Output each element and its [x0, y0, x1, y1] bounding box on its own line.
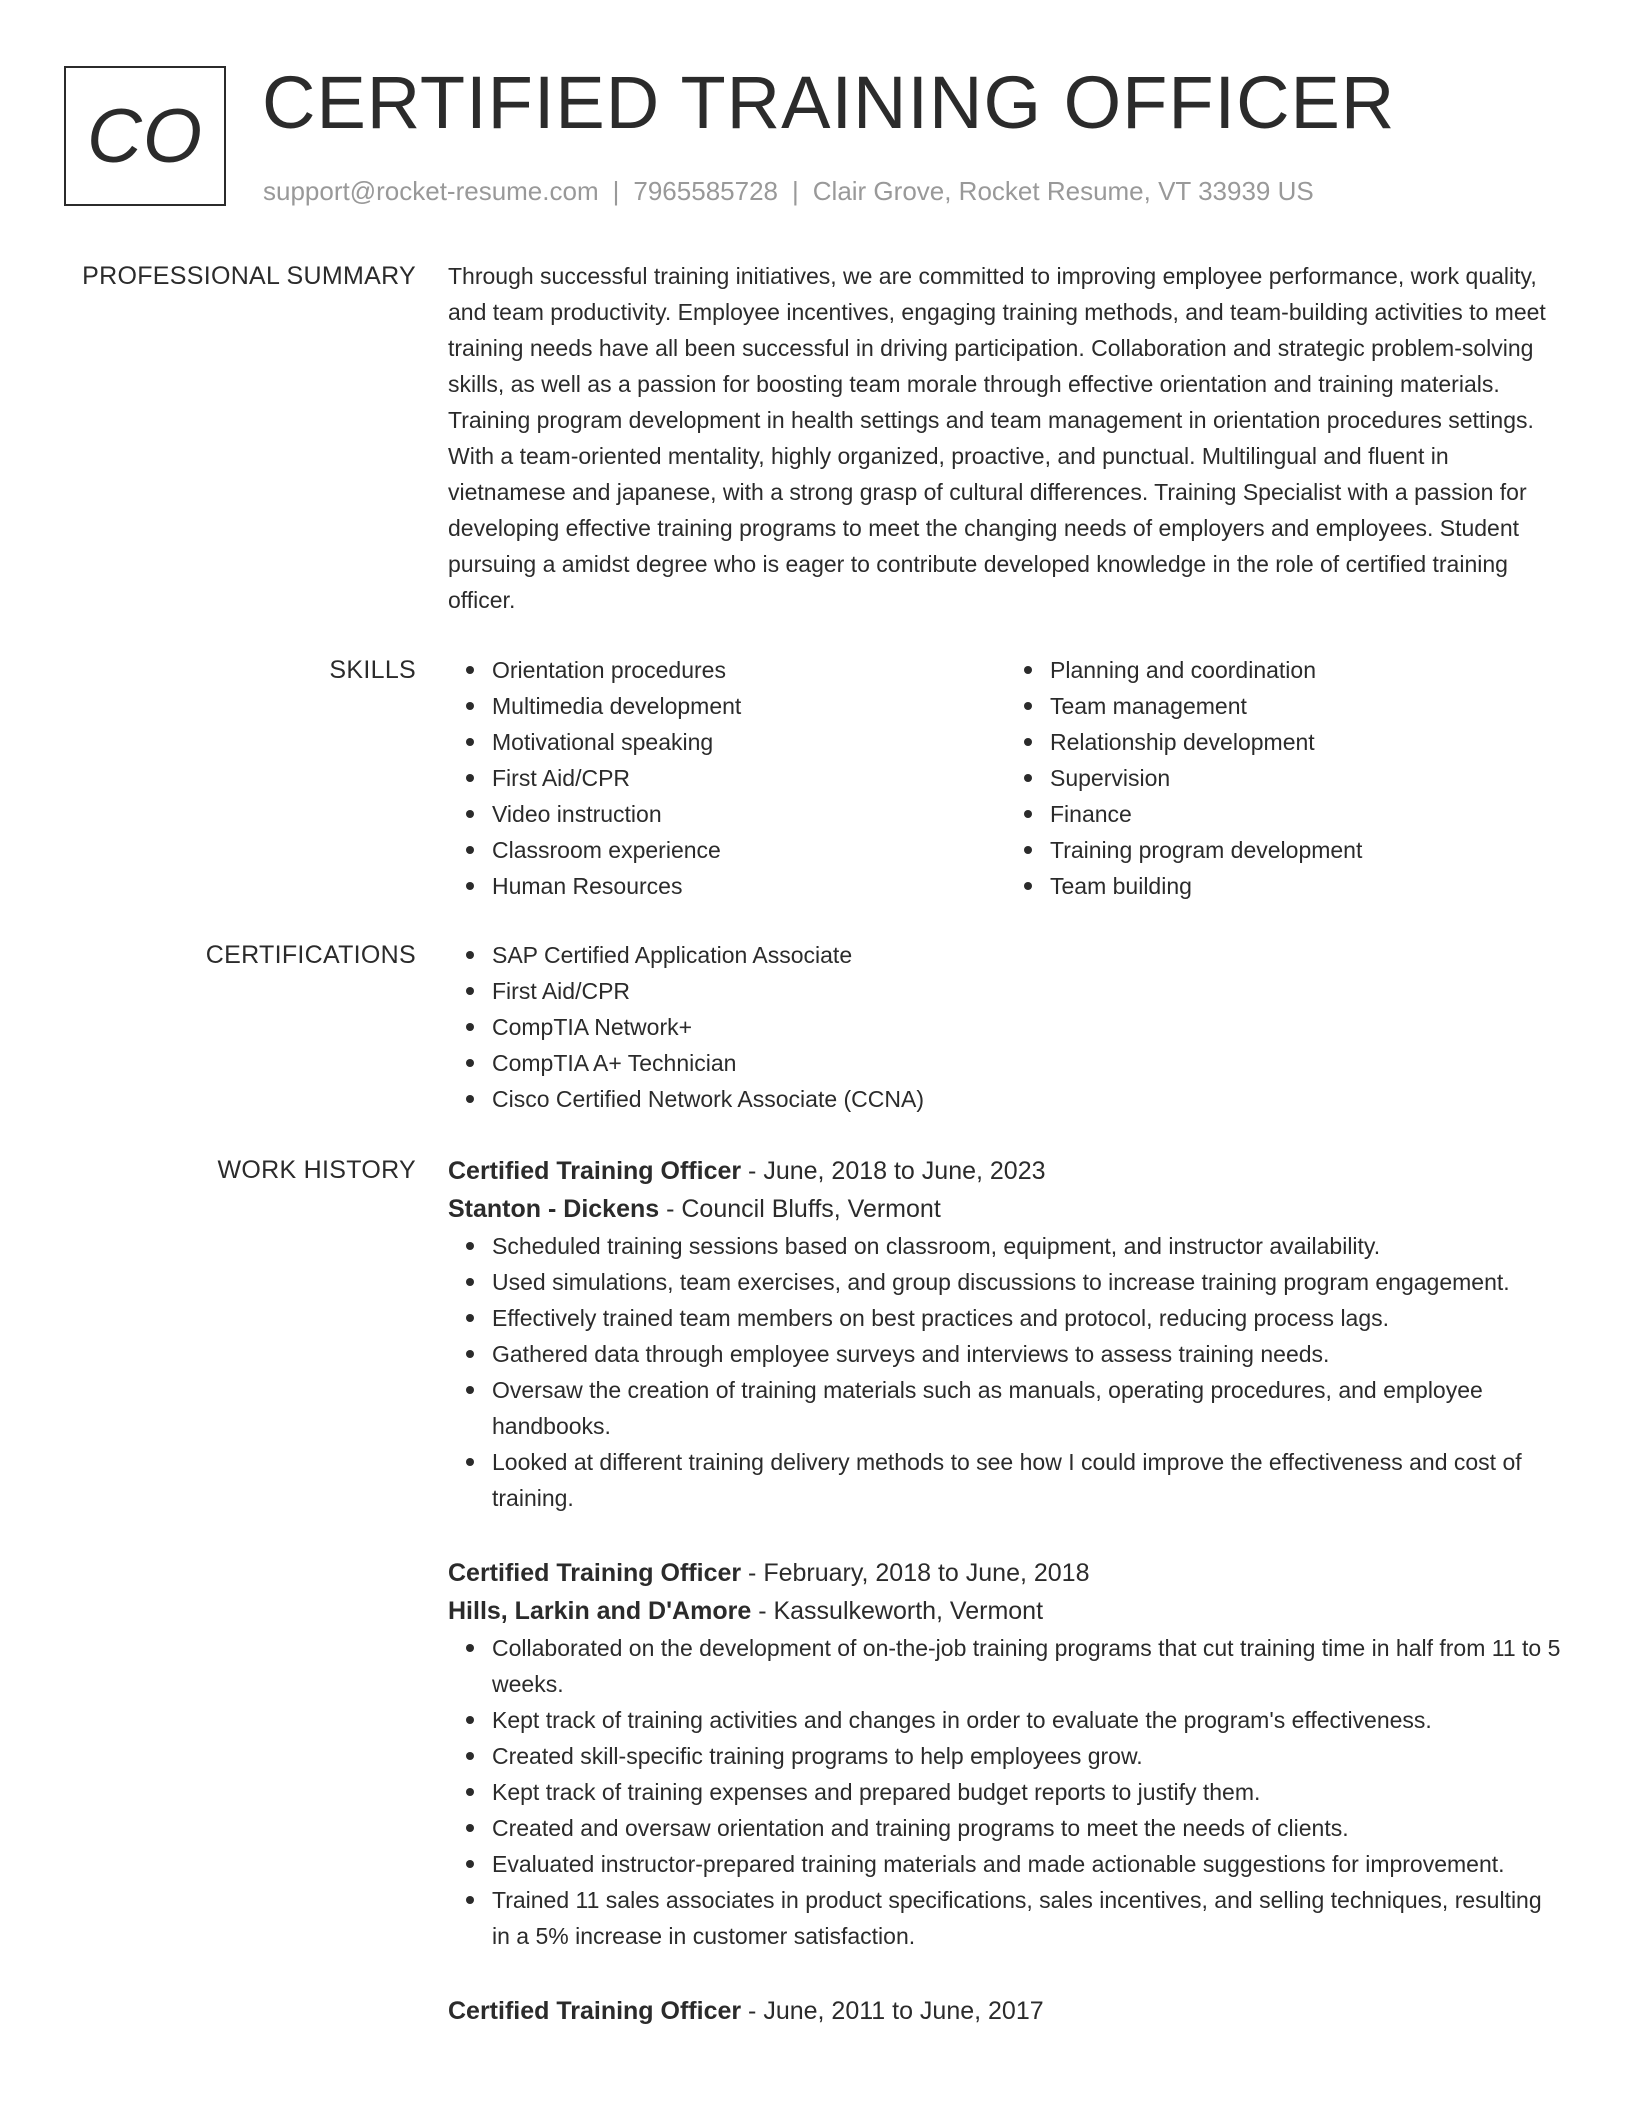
job-duty: Trained 11 sales associates in product specifications, sales incentives, and selling techniques, resulting in a 5% increase in customer satisfaction.	[492, 1882, 1564, 1954]
job-title: Certified Training Officer	[448, 1997, 742, 2025]
skills-list-right	[1006, 652, 1564, 904]
job-title-line	[448, 1152, 1564, 1190]
section-heading: SKILLS	[329, 656, 416, 684]
job-duty: Gathered data through employee surveys and interviews to assess training needs.	[492, 1336, 1564, 1372]
contact-location: Clair Grove, Rocket Resume, VT 33939 US	[812, 176, 1314, 206]
job-duty: Created skill-specific training programs to help employees grow.	[492, 1738, 1564, 1774]
skills-grid	[448, 652, 1564, 904]
job-title-line	[448, 1554, 1564, 1592]
skill-item: Training program development	[1050, 832, 1564, 868]
job-duty: Scheduled training sessions based on classroom, equipment, and instructor availability.	[492, 1228, 1564, 1264]
skill-item: Supervision	[1050, 760, 1564, 796]
contact-email[interactable]: support@rocket-resume.com	[263, 176, 599, 206]
certifications-list	[448, 937, 1564, 1117]
section-heading: WORK HISTORY	[217, 1156, 416, 1184]
skill-item: Team building	[1050, 868, 1564, 904]
job-dates: - February, 2018 to June, 2018	[741, 1559, 1090, 1587]
contact-separator: |	[792, 176, 799, 206]
job-location: - Council Bluffs, Vermont	[659, 1195, 941, 1223]
job-duty: Collaborated on the development of on-the-job training programs that cut training time in half from 11 to 5 weeks.	[492, 1630, 1564, 1702]
skill-item: Planning and coordination	[1050, 652, 1564, 688]
job-entry	[448, 1152, 1564, 1516]
job-dates: - June, 2011 to June, 2017	[741, 1997, 1044, 2025]
skill-item: Human Resources	[492, 868, 1006, 904]
summary-text: Through successful training initiatives, we are committed to improving employee performance, work quality, and team productivity. Employee incentives, engaging training methods, and team-building activities to meet training needs have all been successful in driving participation. Collaboration and strategic problem-solving skills, as well as a passion for boosting team morale through effective orientation and training materials. Training program development in health settings and team management in orientation procedures settings. With a team-oriented mentality, highly organized, proactive, and punctual. Multilingual and fluent in vietnamese and japanese, with a strong grasp of cultural differences. Training Specialist with a passion for developing effective training programs to meet the changing needs of employers and employees. Student pursuing a amidst degree who is eager to contribute developed knowledge in the role of certified training officer.	[448, 263, 1546, 613]
job-title-line	[448, 1992, 1564, 2030]
skill-item: Orientation procedures	[492, 652, 1006, 688]
job-title: Certified Training Officer	[448, 1559, 742, 1587]
certification-item: Cisco Certified Network Associate (CCNA)	[492, 1081, 1564, 1117]
job-duty: Kept track of training expenses and prepared budget reports to justify them.	[492, 1774, 1564, 1810]
job-duty: Evaluated instructor-prepared training materials and made actionable suggestions for improvement.	[492, 1846, 1564, 1882]
job-duty: Created and oversaw orientation and training programs to meet the needs of clients.	[492, 1810, 1564, 1846]
certification-item: CompTIA Network+	[492, 1009, 1564, 1045]
skills-list-left	[448, 652, 1006, 904]
job-company-line	[448, 1592, 1564, 1630]
skills-body	[448, 652, 1564, 904]
skill-item: Motivational speaking	[492, 724, 1006, 760]
certifications-body	[448, 937, 1564, 1117]
skill-item: Multimedia development	[492, 688, 1006, 724]
skill-item: Finance	[1050, 796, 1564, 832]
skill-item: Classroom experience	[492, 832, 1006, 868]
work-history-body	[448, 1152, 1564, 2068]
resume-title: CERTIFIED TRAINING OFFICER	[262, 61, 1396, 144]
job-duty: Effectively trained team members on best practices and protocol, reducing process lags.	[492, 1300, 1564, 1336]
job-entry	[448, 1554, 1564, 1954]
certification-item: CompTIA A+ Technician	[492, 1045, 1564, 1081]
certification-item: SAP Certified Application Associate	[492, 937, 1564, 973]
job-location: - Kassulkeworth, Vermont	[751, 1597, 1044, 1625]
job-duty: Kept track of training activities and changes in order to evaluate the program's effectiveness.	[492, 1702, 1564, 1738]
section-heading: CERTIFICATIONS	[205, 941, 416, 969]
contact-separator: |	[612, 176, 620, 206]
job-duty: Oversaw the creation of training materials such as manuals, operating procedures, and employee handbooks.	[492, 1372, 1564, 1444]
certification-item: First Aid/CPR	[492, 973, 1564, 1009]
contact-line	[263, 174, 1314, 208]
job-duties-list	[448, 1228, 1564, 1516]
job-company: Stanton - Dickens	[448, 1195, 660, 1223]
contact-phone[interactable]: 7965585728	[633, 176, 778, 206]
job-entry	[448, 1992, 1564, 2030]
job-title: Certified Training Officer	[448, 1157, 742, 1185]
job-duty: Used simulations, team exercises, and group discussions to increase training program engagement.	[492, 1264, 1564, 1300]
section-heading: PROFESSIONAL SUMMARY	[82, 262, 416, 290]
skill-item: First Aid/CPR	[492, 760, 1006, 796]
job-company: Hills, Larkin and D'Amore	[448, 1597, 752, 1625]
skill-item: Relationship development	[1050, 724, 1564, 760]
job-dates: - June, 2018 to June, 2023	[741, 1157, 1046, 1185]
job-company-line	[448, 1190, 1564, 1228]
skill-item: Video instruction	[492, 796, 1006, 832]
skill-item: Team management	[1050, 688, 1564, 724]
monogram-logo: CO	[64, 66, 226, 206]
job-duties-list	[448, 1630, 1564, 1954]
job-duty: Looked at different training delivery methods to see how I could improve the effectiveness and cost of training.	[492, 1444, 1564, 1516]
